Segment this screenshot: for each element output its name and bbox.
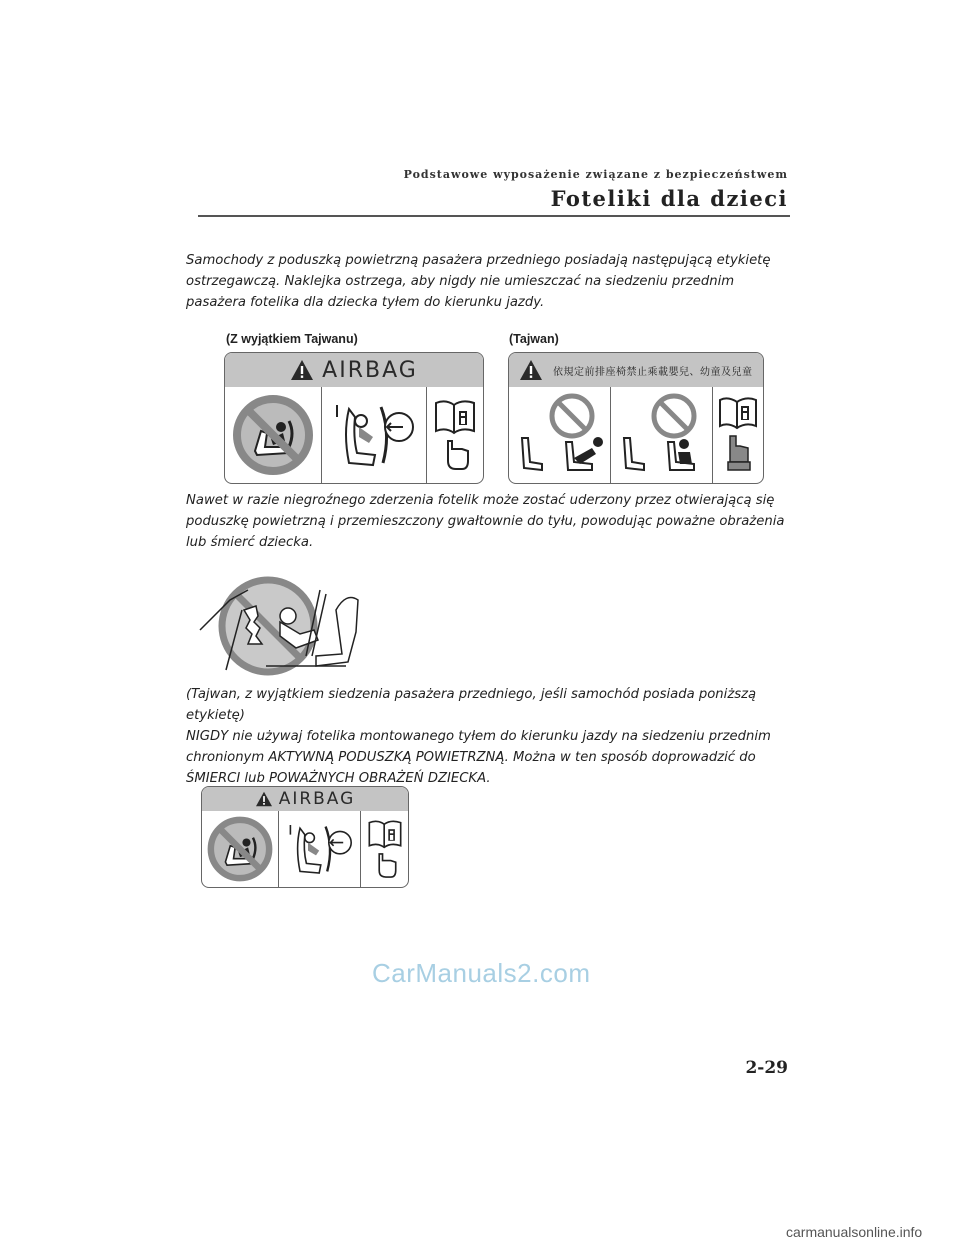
never-warning-paragraph: NIGDY nie używaj fotelika montowanego tyłem do kierunku jazdy na siedzeniu przednim chronionym AKTYWNĄ PODUSZKĄ POWIETRZNĄ. Można w ten sposób doprowadzić do ŚMIERCI lub POWAŻNYCH OBRAŻEŃ DZIECKA. [186,729,771,786]
taiwan-note-paragraph: (Tajwan, z wyjątkiem siedzenia pasażera przedniego, jeśli samochód posiada poniższą etykietę) [186,687,757,723]
section-title: Podstawowe wyposażenie związane z bezpieczeństwem [403,168,788,181]
airbag-warning-label-bottom [201,786,409,888]
page-number: 2-29 [745,1058,788,1078]
intro-paragraph: Samochody z poduszką powietrzną pasażera przedniego posiadają następującą etykietę ostrzegawczą. Naklejka ostrzega, aby nigdy nie umieszczać na siedzeniu przednim pasażera fotelika dla dziecka tyłem do kierunku jazdy. [186,253,771,310]
label-caption-taiwan: (Tajwan) [509,332,559,346]
read-manual-icon [432,395,478,475]
airbag-word: AIRBAG [278,789,356,809]
airbag-deploy-icon [284,815,356,883]
warning-paragraph: Nawet w razie niegroźnego zderzenia fotelik może zostać uderzony przez otwierającą się poduszkę powietrzną i przemieszczony gwałtownie do tyłu, powodując poważne obrażenia lub śmierć dziecka. [186,493,785,550]
airbag-deploy-icon [329,393,419,477]
airbag-deploy-cell [322,387,427,483]
airbag-word: AIRBAG [322,357,418,383]
airbag-deploy-cell [279,811,361,887]
prohibited-sign-icon [512,390,608,480]
taiwan-warning-label [508,352,764,484]
footer-watermark: carmanualsonline.info [786,1224,923,1240]
airbag-label-header [202,787,408,811]
chapter-title: Foteliki dla dzieci [550,186,788,211]
prohibited-seats-cell-2 [611,387,713,483]
warning-triangle-icon [519,359,543,381]
read-manual-icon [716,392,760,478]
taiwan-label-header [509,353,763,387]
read-manual-cell [361,811,408,887]
header-rule [198,215,790,217]
warning-triangle-icon [290,359,314,381]
watermark: CarManuals2.com [372,958,591,988]
prohibited-child-seat-icon [206,815,274,883]
prohibited-sign-icon [614,390,710,480]
crash-illustration [196,570,366,682]
label-caption-non-taiwan: (Z wyjątkiem Tajwanu) [226,332,358,346]
prohibited-seats-cell-1 [509,387,611,483]
prohibited-rear-facing-seat-cell [202,811,279,887]
taiwan-label-text: 依規定前排座椅禁止乘載嬰兒、幼童及兒童 [553,366,753,378]
read-manual-cell [713,387,763,483]
read-manual-cell [427,387,483,483]
airbag-impact-illustration [196,570,366,682]
prohibited-rear-facing-seat-cell [225,387,322,483]
airbag-warning-label [224,352,484,484]
airbag-label-header [225,353,483,387]
prohibited-child-seat-icon [231,393,315,477]
warning-triangle-icon [255,791,273,807]
read-manual-icon [366,816,404,882]
